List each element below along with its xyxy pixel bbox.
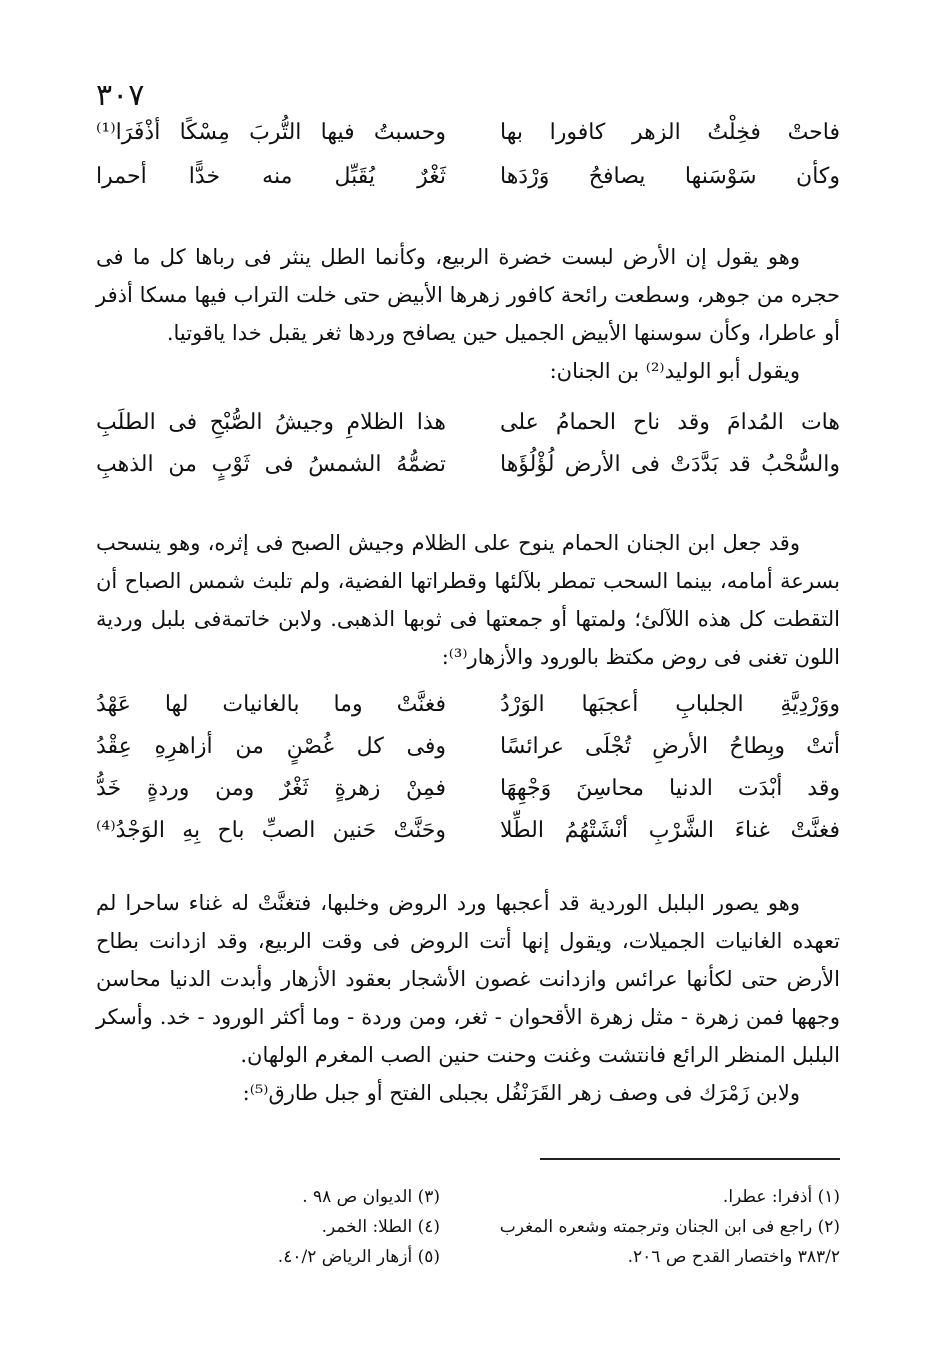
- verse-line: [96, 692, 840, 732]
- verse-line: [96, 452, 840, 492]
- footnote: (٣) الديوان ص ٩٨ .: [302, 1187, 440, 1207]
- paragraph: ولابن زَمْرَك فى وصف زهر القَرَنْفُل بجبلى الفتح أو جبل طارق⁽⁵⁾:: [242, 1081, 800, 1105]
- footnotes-right-column: [500, 1182, 840, 1272]
- verse-hemistich-left: وفى كل غُصْنٍ من أزاهرِهِ عِقْدُ: [96, 734, 446, 759]
- page-number: ٣٠٧: [96, 78, 145, 113]
- verse-hemistich-left: فمِنْ زهرةٍ ثَغْرٌ ومن وردةٍ خَدُّ: [96, 776, 446, 801]
- verse-line: [96, 818, 840, 858]
- paragraph: ويقول أبو الوليد⁽²⁾ بن الجنان:: [549, 359, 800, 383]
- footnote: ٣٨٣/٢ واختصار القدح ص ٢٠٦.: [627, 1247, 840, 1267]
- footnote: (٢) راجع فى ابن الجنان وترجمته وشعره المغرب: [499, 1217, 840, 1237]
- footnote: (٤) الطلا: الخمر.: [321, 1217, 440, 1237]
- prose-block: [96, 238, 840, 390]
- verse-hemistich-right: فغنَّتْ غناءَ الشَّرْبِ أنْشَتْهُمُ الطِّلا: [500, 818, 840, 843]
- verse-hemistich-left: فغنَّتْ وما بالغانيات لها عَهْدُ: [96, 692, 446, 717]
- footnote: (٥) أزهار الرياض ٤٠/٢.: [277, 1247, 440, 1267]
- verse-hemistich-left: ثَغْرٌ يُقَبِّل منه خدًّا أحمرا: [96, 164, 446, 189]
- verse-hemistich-right: وكأن سَوْسَنها يصافحُ وَرْدَها: [500, 164, 840, 189]
- verse-hemistich-right: ووَرْدِيَّةِ الجلبابِ أعجبَها الوَرْدُ: [500, 692, 840, 717]
- verse-hemistich-right: هات المُدامَ وقد ناح الحمامُ على: [500, 410, 840, 435]
- paragraph: وهو يصور البلبل الوردية قد أعجبها ورد الروض وخلبها، فتغنَّتْ له غناء ساحرا لم تعهده الغانيات الجميلات، ويقول إنها أتت الروض فى وقت الربيع، وقد ازدانت بطاح الأرض حتى لكأنها عرائس وازدانت غصون الأشجار بعقود الأزهار وأبدت الدنيا محاسن وجهها فمن زهرة - مثل زهرة الأقحوان - ثغر، ومن وردة - وما أكثر الورود - خد. وأسكر البلبل المنظر الرائع فانتشت وغنت وحنت حنين الصب المغرم الولهان.: [96, 891, 840, 1067]
- verse-hemistich-left: هذا الظلامِ وجيشُ الصُّبْحِ فى الطلَبِ: [96, 410, 446, 435]
- verse-line: [96, 164, 840, 204]
- verse-line: [96, 120, 840, 160]
- verse-hemistich-left: وحسبتُ فيها التُّربَ مِسْكًا أذْفَرَا⁽¹⁾: [96, 120, 446, 145]
- verse-line: [96, 734, 840, 774]
- verse-line: [96, 776, 840, 816]
- prose-block: [96, 524, 840, 676]
- footnote-divider: [540, 1158, 840, 1160]
- verse-hemistich-right: والسُّحْبُ قد بَدَّدَتْ فى الأرض لُؤْلُؤَها: [500, 452, 840, 477]
- paragraph: وهو يقول إن الأرض لبست خضرة الربيع، وكأنما الطل ينثر فى رباها كل ما فى حجره من جوهر، وسطعت رائحة كافور زهرها الأبيض حتى خلت التراب فيها مسكا أذفر أو عاطرا، وكأن سوسنها الأبيض الجميل حين يصافح وردها ثغر يقبل خدا ياقوتيا.: [96, 245, 840, 345]
- footnote: (١) أذفرا: عطرا.: [722, 1187, 840, 1207]
- verse-hemistich-left: تضمُّهُ الشمسُ فى ثَوْبٍ من الذهبِ: [96, 452, 446, 477]
- verse-hemistich-left: وحَنَّتْ حَنين الصبِّ باح بِهِ الوَجْدُ⁽⁴⁾: [96, 818, 446, 843]
- verse-line: [96, 410, 840, 450]
- verse-hemistich-right: وقد أبْدَت الدنيا محاسِنَ وَجْهِهَا: [500, 776, 840, 801]
- verse-hemistich-right: فاحتْ فخِلْتُ الزهر كافورا بها: [500, 120, 840, 145]
- prose-block: [96, 884, 840, 1112]
- verse-hemistich-right: أتتْ وبِطاحُ الأرضِ تُجْلَى عرائسًا: [500, 734, 840, 759]
- paragraph: وقد جعل ابن الجنان الحمام ينوح على الظلام وجيش الصبح فى إثره، وهو ينسحب بسرعة أمامه، بينما السحب تمطر بلآلئها وقطراتها الفضية، ولم تلبث شمس الصباح أن التقطت كل هذه اللآلئ؛ ولمتها أو جمعتها فى ثوبها الذهبى. ولابن خاتمةفى بلبل وردية اللون تغنى فى روض مكتظ بالورود والأزهار⁽³⁾:: [96, 531, 840, 669]
- footnotes-left-column: [240, 1182, 440, 1272]
